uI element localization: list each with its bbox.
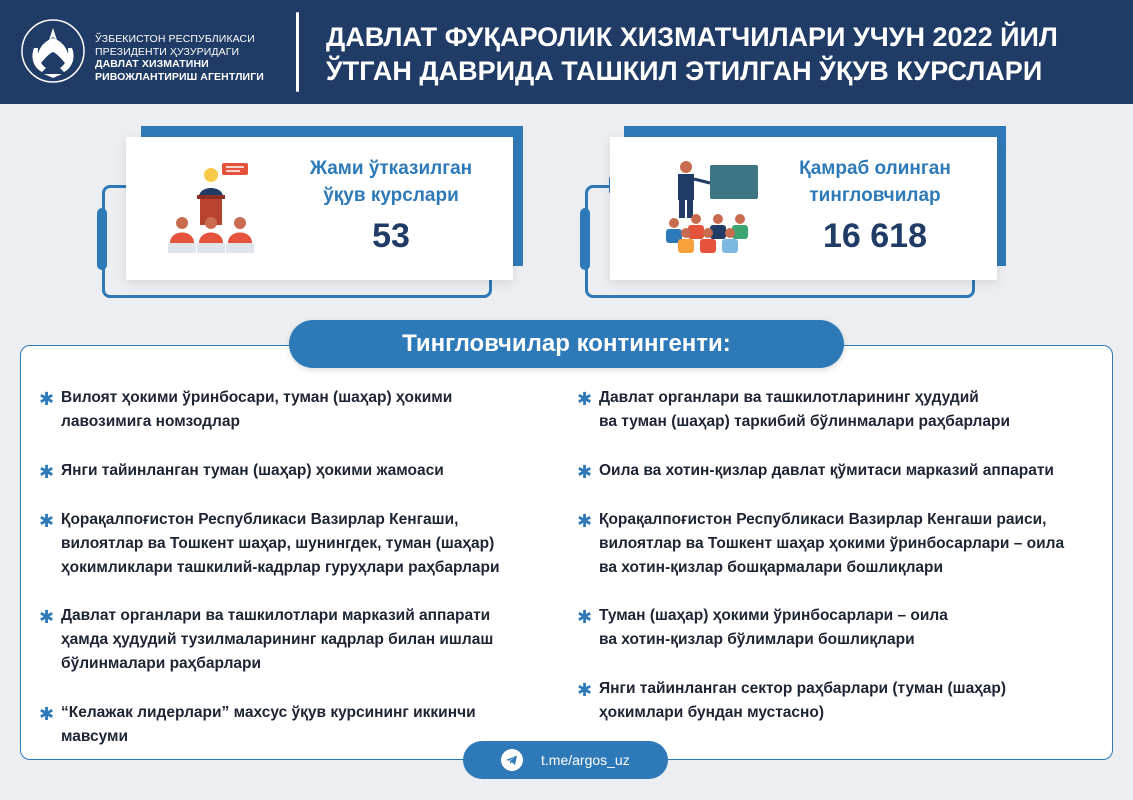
list-item-line: ва хотин-қизлар бошқармалари бошлиқлари — [599, 559, 944, 576]
agency-name-line: РИВОЖЛАНТИРИШ АГЕНТЛИГИ — [95, 70, 264, 83]
list-item-line: Янги тайинланган туман (шаҳар) ҳокими жамоаси — [61, 462, 444, 479]
agency-name — [95, 33, 264, 83]
list-item-line: Янги тайинланган сектор раҳбарлари (туман (шаҳар) — [599, 680, 1007, 697]
list-item-line: “Келажак лидерлари” махсус ўқув курсининг иккинчи — [61, 704, 476, 721]
stat-label-line: Қамраб олинган — [799, 158, 951, 179]
list-item-line: Қорақалпоғистон Республикаси Вазирлар Кенгаши раиси, — [599, 511, 1047, 528]
page-title-line: ДАВЛАТ ФУҚАРОЛИК ХИЗМАТЧИЛАРИ УЧУН 2022 ЙИЛ — [326, 22, 1058, 52]
asterisk-bullet-icon: ✱ — [577, 389, 593, 409]
agency-name-line: ПРЕЗИДЕНТИ ҲУЗУРИДАГИ — [95, 45, 240, 58]
frame-accent-bar — [97, 208, 107, 270]
list-item-line: ҳокимликлари ташкилий-кадрлар гуруҳлари раҳбарлари — [61, 559, 500, 576]
list-item-line: Давлат органлари ва ташкилотларининг ҳудудий — [599, 389, 979, 406]
asterisk-bullet-icon: ✱ — [39, 607, 55, 627]
list-item-line: вилоятлар ва Тошкент шаҳар ҳокими ўринбосарлари – оила — [599, 535, 1065, 552]
agency-name-line: ЎЗБЕКИСТОН РЕСПУБЛИКАСИ — [95, 33, 255, 45]
page-title-line: ЎТГАН ДАВРИДА ТАШКИЛ ЭТИЛГАН ЎҚУВ КУРСЛАРИ — [326, 56, 1043, 86]
list-item-line: вилоятлар ва Тошкент шаҳар, шунингдек, туман (шаҳар) — [61, 535, 495, 552]
list-item-line: ва хотин-қизлар бўлимлари бошлиқлари — [599, 631, 915, 648]
telegram-link-text[interactable]: t.me/argos_uz — [541, 752, 630, 768]
asterisk-bullet-icon: ✱ — [577, 511, 593, 531]
list-item-line: Давлат органлари ва ташкилотлари марказий аппарати — [61, 607, 491, 624]
stat-card-courses — [126, 137, 513, 280]
frame-accent-bar — [580, 208, 590, 270]
agency-emblem-logo — [20, 18, 86, 84]
asterisk-bullet-icon: ✱ — [39, 704, 55, 724]
audience-icon — [660, 157, 764, 261]
stat-label-line: Жами ўтказилган — [309, 158, 473, 179]
page-title — [326, 20, 1058, 88]
asterisk-bullet-icon: ✱ — [577, 607, 593, 627]
list-item-line: бўлинмалари раҳбарлари — [61, 655, 262, 672]
agency-name-line: ДАВЛАТ ХИЗМАТИНИ — [95, 58, 209, 70]
asterisk-bullet-icon: ✱ — [577, 680, 593, 700]
stat-card-listeners — [610, 137, 997, 280]
asterisk-bullet-icon: ✱ — [577, 462, 593, 482]
list-item-line: лавозимига номзодлар — [61, 413, 240, 430]
contingent-title: Тингловчилар контингенти: — [289, 320, 844, 368]
list-item-line: Туман (шаҳар) ҳокими ўринбосарлари – оила — [599, 607, 948, 624]
header — [0, 0, 1133, 104]
asterisk-bullet-icon: ✱ — [39, 462, 55, 482]
list-item-line: мавсуми — [61, 728, 129, 745]
stat-label-line: ўқув курслари — [323, 185, 459, 206]
list-item-line: Қорақалпоғистон Республикаси Вазирлар Кенгаши, — [61, 511, 459, 528]
stat-value-courses: 53 — [372, 217, 410, 255]
header-divider — [296, 12, 299, 92]
telegram-link-button[interactable] — [463, 741, 668, 779]
list-item-line: ҳокимлари бундан мустасно) — [599, 704, 825, 721]
list-item-line: Оила ва хотин-қизлар давлат қўмитаси марказий аппарати — [599, 462, 1054, 479]
stat-label — [770, 155, 980, 209]
telegram-icon — [501, 749, 523, 771]
stat-value-listeners: 16 618 — [823, 217, 927, 255]
list-item-line: ҳамда ҳудудий тузилмаларининг кадрлар билан ишлаш — [61, 631, 494, 648]
asterisk-bullet-icon: ✱ — [39, 389, 55, 409]
stat-label-line: тингловчилар — [809, 185, 941, 206]
asterisk-bullet-icon: ✱ — [39, 511, 55, 531]
list-item-line: ва туман (шаҳар) таркибий бўлинмалари раҳбарлари — [599, 413, 1011, 430]
list-item-line: Вилоят ҳокими ўринбосари, туман (шаҳар) ҳокими — [61, 389, 453, 406]
lecturer-icon — [164, 161, 260, 257]
stat-label — [286, 155, 496, 209]
